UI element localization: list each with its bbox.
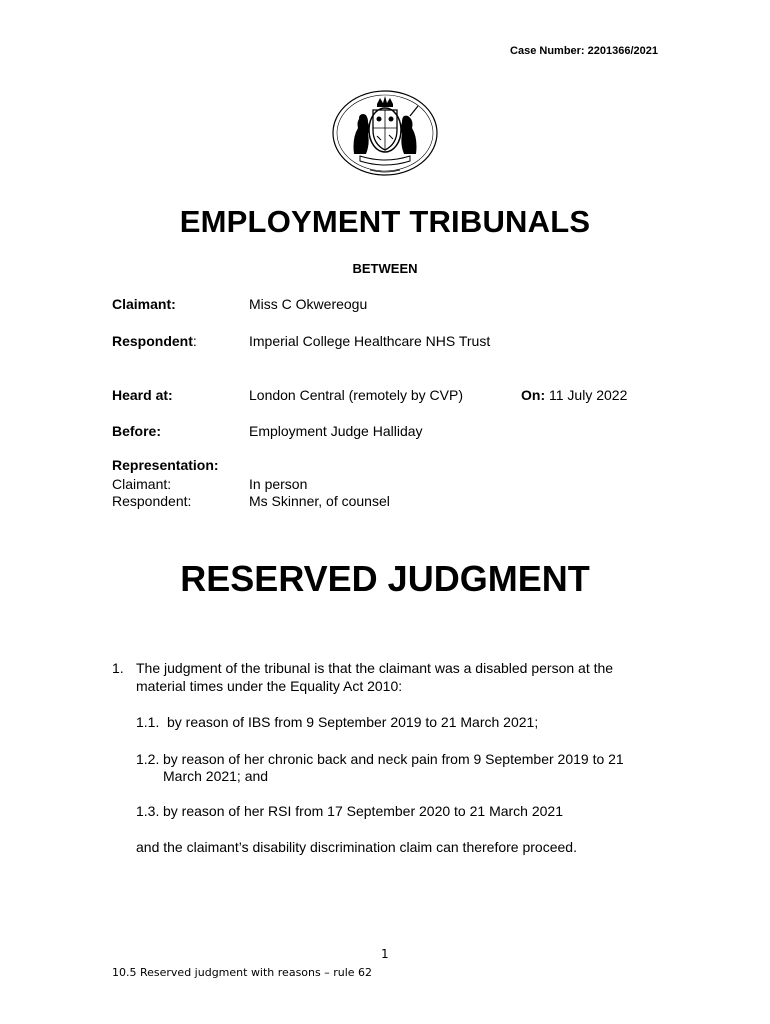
paragraph-1-3-text: by reason of her RSI from 17 September 2020 to 21 March 2021 [163, 803, 564, 819]
paragraph-1-2-line-1: by reason of her chronic back and neck pain from 9 September 2019 to 21 [163, 751, 624, 767]
rep-claimant-label: Claimant: [112, 476, 172, 492]
paragraph-1-text: The judgment of the tribunal is that the claimant was a disabled person at the material times under the Equality Act 2010: [136, 660, 614, 694]
judgment-title: RESERVED JUDGMENT [180, 558, 590, 599]
hearing-date [521, 387, 627, 403]
on-value: 11 July 2022 [545, 387, 628, 403]
between-heading: BETWEEN [352, 261, 418, 276]
paragraph-1-3-number: 1.3. [136, 803, 160, 819]
respondent-label: Respondent [112, 333, 193, 349]
respondent-name: Imperial College Healthcare NHS Trust [249, 333, 491, 349]
royal-coat-of-arms-icon [330, 88, 440, 178]
paragraph-1-number: 1. [112, 660, 124, 676]
paragraph-1-1-text: by reason of IBS from 9 September 2019 to 21 March 2021; [167, 714, 539, 730]
page-number: 1 [381, 947, 389, 961]
page-title: EMPLOYMENT TRIBUNALS [179, 204, 591, 239]
case-number: Case Number: 2201366/2021 [510, 45, 658, 57]
rep-claimant-value: In person [249, 476, 308, 492]
paragraph-1-1-number: 1.1. [136, 714, 160, 730]
paragraph-1-2-line-2: March 2021; and [163, 768, 269, 784]
respondent-colon: : [192, 333, 197, 349]
on-label: On: [521, 387, 546, 403]
heard-at-value: London Central (remotely by CVP) [249, 387, 463, 403]
claimant-name: Miss C Okwereogu [249, 296, 368, 312]
closing-statement: and the claimant’s disability discrimination claim can therefore proceed. [136, 839, 577, 855]
rep-respondent-label: Respondent: [112, 493, 192, 509]
before-label: Before: [112, 423, 162, 439]
paragraph-1-2-number: 1.2. [136, 751, 160, 767]
rep-respondent-value: Ms Skinner, of counsel [249, 493, 390, 509]
footer-text: 10.5 Reserved judgment with reasons – rule 62 [112, 966, 373, 979]
representation-heading: Representation: [112, 457, 219, 473]
claimant-label: Claimant: [112, 296, 176, 312]
respondent-label-group [112, 333, 197, 349]
heard-at-label: Heard at: [112, 387, 173, 403]
before-value: Employment Judge Halliday [249, 423, 423, 439]
